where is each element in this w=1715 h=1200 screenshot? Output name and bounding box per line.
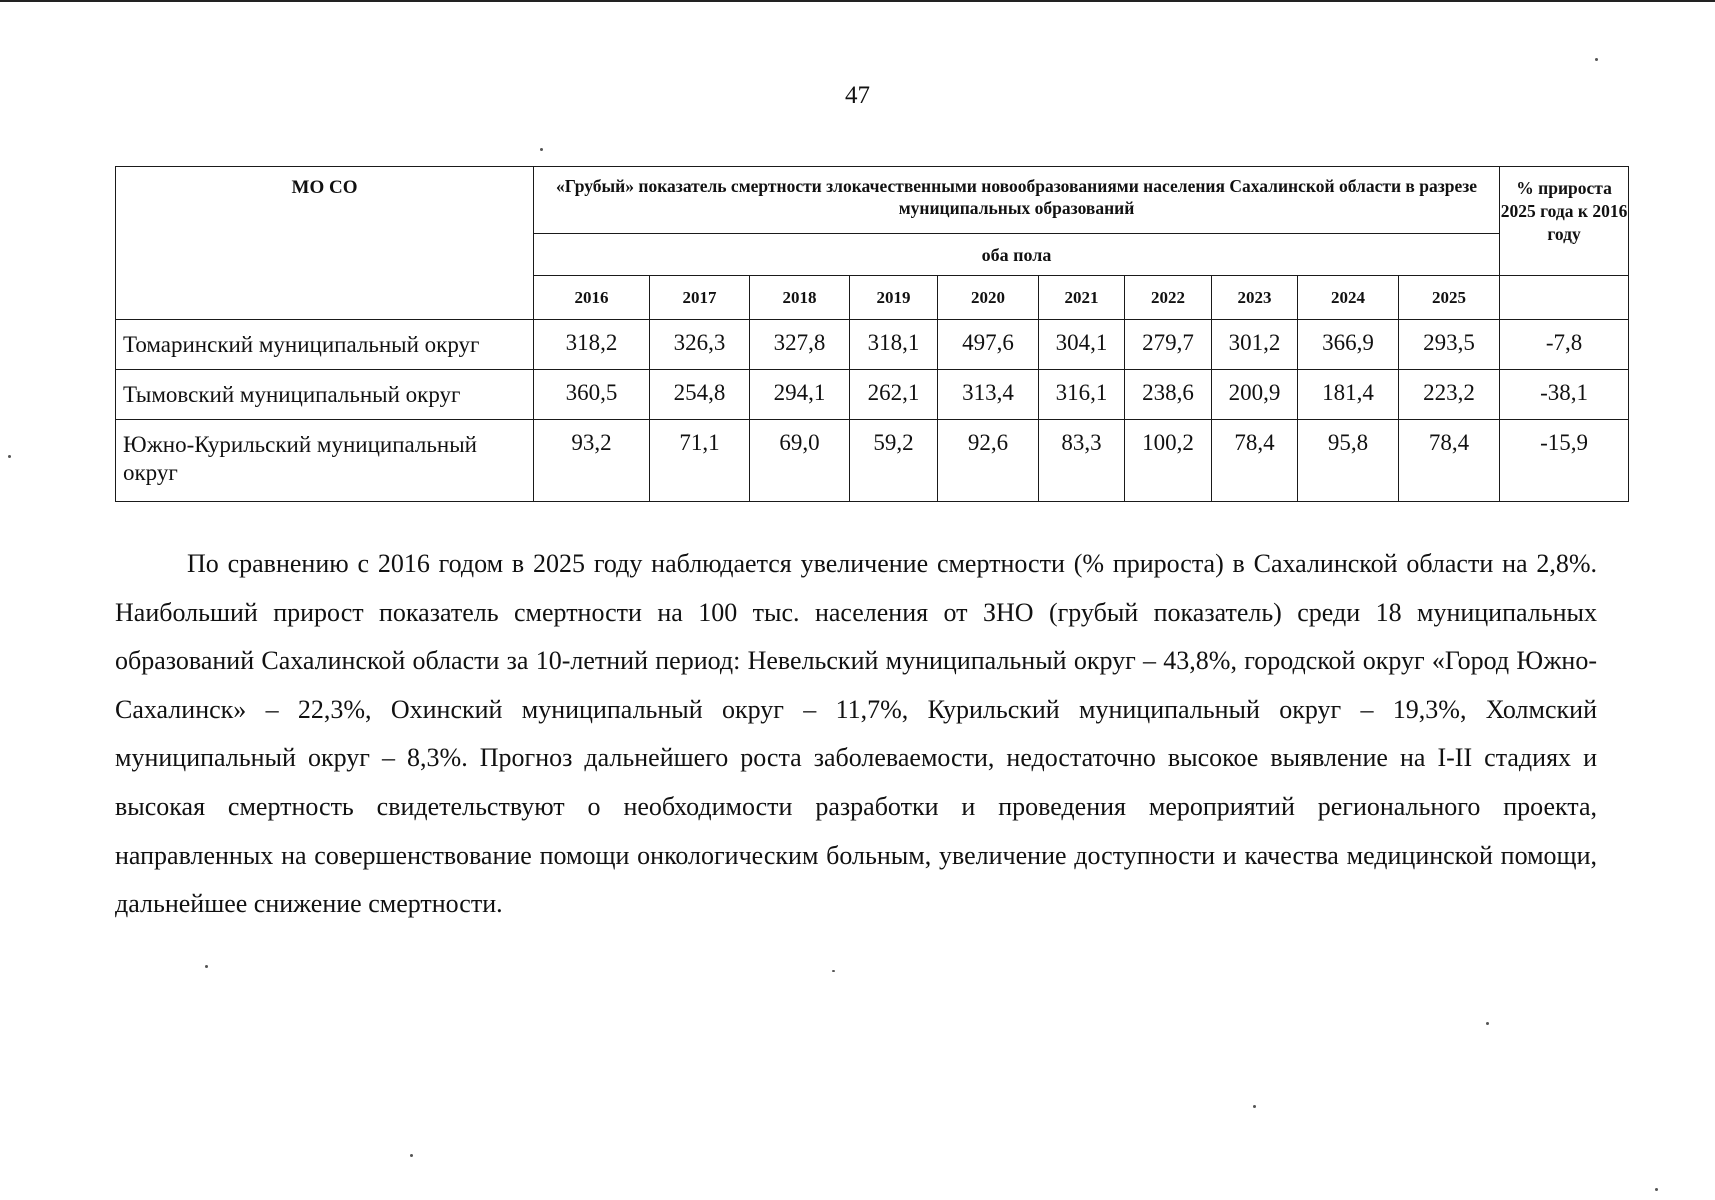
value-cell: 279,7 bbox=[1125, 320, 1212, 370]
value-cell: 100,2 bbox=[1125, 420, 1212, 502]
year-header: 2025 bbox=[1399, 276, 1500, 320]
scan-speck bbox=[832, 970, 835, 972]
empty-header-cell bbox=[1500, 276, 1629, 320]
value-cell: 326,3 bbox=[650, 320, 750, 370]
value-cell: 301,2 bbox=[1212, 320, 1298, 370]
value-cell: 200,9 bbox=[1212, 370, 1298, 420]
value-cell: 181,4 bbox=[1298, 370, 1399, 420]
value-cell: 223,2 bbox=[1399, 370, 1500, 420]
municipality-name: Томаринский муниципальный округ bbox=[116, 320, 534, 370]
value-cell: 254,8 bbox=[650, 370, 750, 420]
body-paragraph: По сравнению с 2016 годом в 2025 году наблюдается увеличение смертности (% прироста) в Сахалинской области на 2,8%. Наибольший прирост показатель смертности на 100 тыс. населения от ЗНО (грубый показатель) среди 18 муниципальных образований Сахалинской области за 10-летний период: Невельский муниципальный округ – 43,8%, городской округ «Город Южно-Сахалинск» – 22,3%, Охинский муниципальный округ – 11,7%, Курильский муниципальный округ – 19,3%, Холмский муниципальный округ – 8,3%. Прогноз дальнейшего роста заболеваемости, недостаточно высокое выявление на I-II стадиях и высокая смертность свидетельствуют о необходимости разработки и проведения мероприятий регионального проекта, направленных на совершенствование помощи онкологическим больным, увеличение доступности и качества медицинской помощи, дальнейшее снижение смертности. bbox=[115, 549, 1597, 919]
top-border-line bbox=[0, 0, 1715, 2]
value-cell: 327,8 bbox=[750, 320, 850, 370]
scan-speck bbox=[540, 148, 543, 151]
value-cell: 83,3 bbox=[1039, 420, 1125, 502]
mortality-table bbox=[115, 166, 1629, 502]
value-cell: 262,1 bbox=[850, 370, 938, 420]
year-header: 2017 bbox=[650, 276, 750, 320]
year-header: 2018 bbox=[750, 276, 850, 320]
value-cell: 294,1 bbox=[750, 370, 850, 420]
scan-speck bbox=[1655, 1188, 1658, 1191]
table-row bbox=[116, 320, 1629, 370]
value-cell: 360,5 bbox=[534, 370, 650, 420]
scan-speck bbox=[1253, 1105, 1256, 1108]
year-header: 2024 bbox=[1298, 276, 1399, 320]
indicator-title-header: «Грубый» показатель смертности злокачественными новообразованиями населения Сахалинской области в разрезе муниципальных образований bbox=[534, 167, 1500, 234]
value-cell: 366,9 bbox=[1298, 320, 1399, 370]
scan-speck bbox=[205, 965, 208, 968]
value-cell: 238,6 bbox=[1125, 370, 1212, 420]
mo-column-header: МО СО bbox=[116, 167, 534, 320]
value-cell: 304,1 bbox=[1039, 320, 1125, 370]
growth-percent-cell: -7,8 bbox=[1500, 320, 1629, 370]
value-cell: 92,6 bbox=[938, 420, 1039, 502]
table-row bbox=[116, 420, 1629, 502]
municipality-name: Южно-Курильский муниципальный округ bbox=[116, 420, 534, 502]
value-cell: 316,1 bbox=[1039, 370, 1125, 420]
value-cell: 78,4 bbox=[1212, 420, 1298, 502]
value-cell: 95,8 bbox=[1298, 420, 1399, 502]
value-cell: 318,2 bbox=[534, 320, 650, 370]
scan-speck bbox=[410, 1154, 413, 1157]
year-header: 2020 bbox=[938, 276, 1039, 320]
value-cell: 318,1 bbox=[850, 320, 938, 370]
value-cell: 59,2 bbox=[850, 420, 938, 502]
growth-percent-cell: -15,9 bbox=[1500, 420, 1629, 502]
growth-percent-header: % прироста 2025 года к 2016 году bbox=[1500, 167, 1629, 276]
value-cell: 69,0 bbox=[750, 420, 850, 502]
year-header: 2023 bbox=[1212, 276, 1298, 320]
year-header: 2021 bbox=[1039, 276, 1125, 320]
table-row bbox=[116, 370, 1629, 420]
municipality-name: Тымовский муниципальный округ bbox=[116, 370, 534, 420]
value-cell: 71,1 bbox=[650, 420, 750, 502]
year-header: 2022 bbox=[1125, 276, 1212, 320]
page-number: 47 bbox=[845, 82, 870, 109]
value-cell: 497,6 bbox=[938, 320, 1039, 370]
scan-speck bbox=[8, 455, 11, 458]
value-cell: 293,5 bbox=[1399, 320, 1500, 370]
year-header: 2019 bbox=[850, 276, 938, 320]
value-cell: 313,4 bbox=[938, 370, 1039, 420]
year-header: 2016 bbox=[534, 276, 650, 320]
value-cell: 78,4 bbox=[1399, 420, 1500, 502]
growth-percent-cell: -38,1 bbox=[1500, 370, 1629, 420]
scan-speck bbox=[1486, 1022, 1489, 1025]
sex-subheader: оба пола bbox=[534, 234, 1500, 276]
value-cell: 93,2 bbox=[534, 420, 650, 502]
scan-speck bbox=[1595, 58, 1598, 61]
